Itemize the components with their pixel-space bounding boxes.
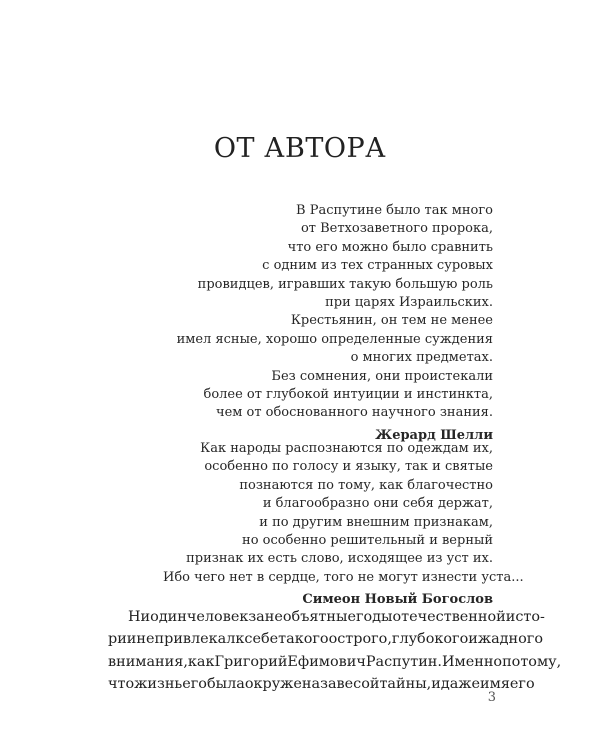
- epigraph-line: чем от обоснованного научного знания.: [215, 405, 493, 421]
- body-line: [108, 673, 535, 695]
- body-line: [108, 651, 562, 673]
- epigraph-author: Жерард Шелли: [375, 427, 493, 443]
- epigraph-author: Симеон Новый Богослов: [302, 592, 493, 608]
- body-word: необъятные: [264, 609, 356, 625]
- body-word: отечественной: [392, 609, 506, 625]
- body-word: острого,: [328, 631, 392, 648]
- epigraph-line: провидцев, игравших такую большую роль: [197, 276, 493, 292]
- body-word: и: [431, 675, 441, 692]
- body-word: рии: [108, 631, 137, 648]
- epigraph-line: с одним из тех странных суровых: [262, 258, 493, 274]
- body-word: такого: [278, 631, 329, 648]
- body-word: завесой: [320, 675, 380, 692]
- epigraph-symeon: [163, 440, 524, 610]
- epigraph-line: Как народы распознаются по одеждам их,: [200, 441, 493, 456]
- body-word: Ефимович: [287, 653, 366, 670]
- epigraph-line: о многих предметах.: [350, 350, 493, 366]
- page-number: 3: [487, 690, 496, 705]
- body-word: один: [150, 609, 187, 625]
- epigraph-shelley: [163, 202, 493, 445]
- body-word: его: [509, 675, 535, 692]
- body-word: годы: [355, 609, 393, 625]
- epigraph-line: особенно по голосу и языку, так и святые: [204, 459, 493, 475]
- body-word: внимания,: [108, 653, 188, 670]
- body-word: человек: [186, 609, 249, 625]
- body-word: была: [206, 675, 245, 692]
- body-paragraph: [108, 606, 562, 695]
- epigraph-line: Без сомнения, они проистекали: [271, 368, 493, 384]
- body-word: жадного: [477, 631, 543, 648]
- body-word: за: [248, 609, 265, 625]
- body-word: себе: [244, 631, 279, 648]
- body-word: тайны,: [379, 675, 432, 692]
- epigraph-line: но особенно решительный и верный: [242, 533, 493, 549]
- epigraph-line: В Распутине было так много: [296, 203, 493, 218]
- epigraph-line: Крестьянин, он тем не менее: [290, 313, 493, 329]
- epigraph-line: и благообразно они себя держат,: [262, 496, 493, 512]
- body-word: его: [182, 675, 207, 692]
- epigraph-line: и по другим внешним признакам,: [259, 514, 493, 530]
- body-word: не: [136, 631, 155, 648]
- body-word: окружена: [244, 675, 321, 692]
- epigraph-line: Ибо чего нет в сердце, того не могут изнести уста...: [163, 569, 524, 585]
- body-word: исто-: [505, 609, 545, 625]
- epigraph-line: признак их есть слово, исходящее из уст их.: [186, 551, 493, 567]
- body-word: Григорий: [214, 653, 288, 670]
- epigraph-line: что его можно было сравнить: [287, 239, 493, 255]
- body-word: Распутин.: [365, 653, 442, 670]
- body-word: привлекал: [154, 631, 236, 648]
- body-word: имя: [480, 675, 510, 692]
- body-word: Ни: [128, 609, 151, 625]
- epigraph-line: познаются по тому, как благочестно: [239, 477, 493, 493]
- body-word: даже: [440, 675, 481, 692]
- epigraph-line: от Ветхозаветного пророка,: [300, 221, 493, 237]
- body-line: [108, 606, 545, 628]
- body-word: Именно: [441, 653, 503, 670]
- body-word: как: [187, 653, 215, 670]
- body-word: что: [108, 675, 135, 692]
- body-word: потому,: [502, 653, 562, 670]
- body-line: [108, 628, 543, 650]
- epigraph-line: имел ясные, хорошо определенные суждения: [176, 331, 493, 347]
- chapter-title: ОТ АВТОРА: [213, 133, 387, 164]
- body-word: глубокого: [391, 631, 469, 648]
- body-word: и: [468, 631, 478, 648]
- body-word: к: [235, 631, 245, 648]
- epigraph-line: при царях Израильских.: [325, 295, 493, 311]
- epigraph-line: более от глубокой интуиции и инстинкта,: [203, 387, 493, 403]
- body-word: жизнь: [134, 675, 183, 692]
